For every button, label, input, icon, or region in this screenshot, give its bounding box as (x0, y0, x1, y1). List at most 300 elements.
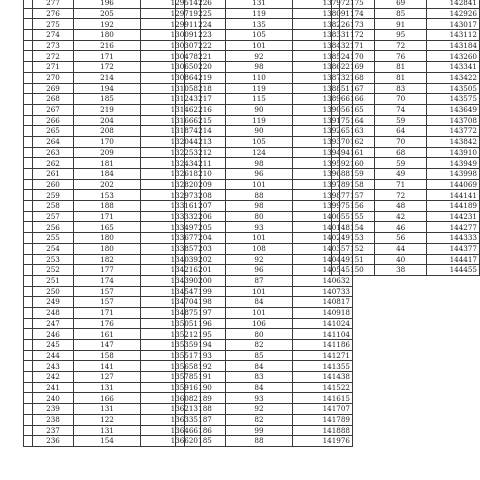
count-cell: 192 (74, 19, 141, 30)
score-cell: 264 (33, 136, 74, 147)
score-cell: 217 (185, 94, 226, 105)
count-cell: 80 (226, 211, 293, 222)
score-cell: 259 (33, 190, 74, 201)
table-row (176, 30, 353, 41)
score-cell: 154 (339, 222, 374, 233)
cumulative-cell: 134390 (141, 275, 201, 286)
table-row (24, 72, 201, 83)
score-cell: 153 (339, 233, 374, 244)
count-cell: 92 (226, 51, 293, 62)
row-margin-cell (24, 211, 33, 222)
row-margin-cell (176, 382, 185, 393)
row-margin-cell (176, 115, 185, 126)
count-cell: 147 (74, 340, 141, 351)
table-row (176, 8, 353, 19)
score-cell: 240 (33, 393, 74, 404)
score-cell: 211 (185, 158, 226, 169)
row-margin-cell (332, 19, 340, 30)
cumulative-cell: 133677 (141, 233, 201, 244)
table-row (332, 104, 480, 115)
count-cell: 92 (226, 404, 293, 415)
score-cell: 164 (339, 115, 374, 126)
count-cell: 49 (374, 169, 427, 180)
row-margin-cell (332, 0, 340, 8)
count-cell: 85 (226, 350, 293, 361)
table-row (24, 190, 201, 201)
row-margin-cell (332, 83, 340, 94)
row-margin-cell (176, 201, 185, 212)
cumulative-cell: 131243 (141, 94, 201, 105)
count-cell: 180 (74, 233, 141, 244)
row-margin-cell (176, 0, 185, 8)
count-cell: 131 (74, 382, 141, 393)
count-cell: 90 (226, 104, 293, 115)
score-cell: 276 (33, 8, 74, 19)
cumulative-cell: 130307 (141, 40, 201, 51)
score-cell: 239 (33, 404, 74, 415)
count-cell: 48 (374, 201, 427, 212)
table-row (176, 329, 353, 340)
table-row (176, 307, 353, 318)
row-margin-cell (176, 62, 185, 73)
row-margin-cell (332, 190, 340, 201)
cumulative-cell: 141789 (293, 414, 353, 425)
cumulative-cell: 143341 (427, 62, 480, 73)
score-cell: 268 (33, 94, 74, 105)
count-cell: 96 (226, 265, 293, 276)
cumulative-cell: 135785 (141, 372, 201, 383)
table-row (24, 83, 201, 94)
score-cell: 245 (33, 340, 74, 351)
count-cell: 208 (74, 126, 141, 137)
row-margin-cell (24, 382, 33, 393)
cumulative-cell: 139056 (293, 104, 353, 115)
row-margin-cell (24, 104, 33, 115)
table-row (24, 19, 201, 30)
count-cell: 131 (226, 0, 293, 8)
score-cell: 219 (185, 72, 226, 83)
score-cell: 221 (185, 51, 226, 62)
table-row (24, 62, 201, 73)
score-cell: 273 (33, 40, 74, 51)
row-margin-cell (24, 62, 33, 73)
count-cell: 96 (226, 169, 293, 180)
table-row (176, 436, 353, 447)
count-cell: 85 (374, 8, 427, 19)
score-cell: 220 (185, 62, 226, 73)
table-row (24, 169, 201, 180)
cumulative-cell: 133332 (141, 211, 201, 222)
table-row (332, 211, 480, 222)
cumulative-cell: 144417 (427, 254, 480, 265)
table-row (176, 361, 353, 372)
table-row (332, 201, 480, 212)
table-row (176, 147, 353, 158)
count-cell: 71 (374, 179, 427, 190)
score-cell: 166 (339, 94, 374, 105)
cumulative-cell: 142926 (427, 8, 480, 19)
cumulative-cell: 131058 (141, 83, 201, 94)
table-row (176, 404, 353, 415)
cumulative-cell: 136213 (141, 404, 201, 415)
score-cell: 170 (339, 51, 374, 62)
table-row (24, 297, 201, 308)
count-cell: 166 (74, 393, 141, 404)
row-margin-cell (176, 211, 185, 222)
row-margin-cell (176, 425, 185, 436)
score-cell: 269 (33, 83, 74, 94)
row-margin-cell (24, 233, 33, 244)
cumulative-cell: 136082 (141, 393, 201, 404)
row-margin-cell (24, 275, 33, 286)
count-cell: 87 (226, 275, 293, 286)
table-row (176, 40, 353, 51)
row-margin-cell (176, 94, 185, 105)
table-row (176, 350, 353, 361)
table-row (332, 136, 480, 147)
count-cell: 131 (74, 425, 141, 436)
cumulative-cell: 141522 (293, 382, 353, 393)
score-cell: 158 (339, 179, 374, 190)
cumulative-cell: 141707 (293, 404, 353, 415)
count-cell: 122 (74, 414, 141, 425)
count-cell: 204 (74, 115, 141, 126)
row-margin-cell (176, 222, 185, 233)
cumulative-cell: 142841 (427, 0, 480, 8)
score-cell: 218 (185, 83, 226, 94)
count-cell: 108 (226, 243, 293, 254)
cumulative-cell: 129911 (141, 19, 201, 30)
count-cell: 177 (74, 265, 141, 276)
table-row (24, 425, 201, 436)
table-row (332, 169, 480, 180)
row-margin-cell (176, 404, 185, 415)
count-cell: 81 (374, 72, 427, 83)
cumulative-cell: 135051 (141, 318, 201, 329)
score-cell: 213 (185, 136, 226, 147)
row-margin-cell (332, 158, 340, 169)
count-cell: 70 (374, 94, 427, 105)
table-row (24, 393, 201, 404)
score-cell: 152 (339, 243, 374, 254)
row-margin-cell (332, 222, 340, 233)
cumulative-cell: 144455 (427, 265, 480, 276)
cumulative-cell: 132618 (141, 169, 201, 180)
row-margin-cell (332, 179, 340, 190)
row-margin-cell (176, 254, 185, 265)
score-cell: 241 (33, 382, 74, 393)
table-row (332, 51, 480, 62)
score-cell: 254 (33, 243, 74, 254)
row-margin-cell (176, 104, 185, 115)
cumulative-cell: 139175 (293, 115, 353, 126)
count-cell: 82 (226, 414, 293, 425)
row-margin-cell (24, 179, 33, 190)
score-cell: 265 (33, 126, 74, 137)
cumulative-cell: 140817 (293, 297, 353, 308)
count-cell: 76 (374, 51, 427, 62)
score-cell: 225 (185, 8, 226, 19)
count-cell: 176 (74, 318, 141, 329)
count-cell: 216 (74, 40, 141, 51)
table-row (24, 126, 201, 137)
score-cell: 246 (33, 329, 74, 340)
score-cell: 243 (33, 361, 74, 372)
table-row (332, 233, 480, 244)
row-margin-cell (24, 115, 33, 126)
count-cell: 161 (74, 329, 141, 340)
table-row (24, 382, 201, 393)
row-margin-cell (332, 104, 340, 115)
cumulative-cell: 134039 (141, 254, 201, 265)
score-cell: 207 (185, 201, 226, 212)
score-cell: 256 (33, 222, 74, 233)
count-cell: 91 (374, 19, 427, 30)
cumulative-cell: 143505 (427, 83, 480, 94)
table-row (24, 222, 201, 233)
score-cell: 151 (339, 254, 374, 265)
count-cell: 131 (74, 404, 141, 415)
table-row (24, 307, 201, 318)
count-cell: 219 (74, 104, 141, 115)
table-row (24, 350, 201, 361)
cumulative-cell: 139975 (293, 201, 353, 212)
row-margin-cell (176, 265, 185, 276)
row-margin-cell (24, 404, 33, 415)
score-cell: 156 (339, 201, 374, 212)
score-cell: 258 (33, 201, 74, 212)
cumulative-cell: 130478 (141, 51, 201, 62)
cumulative-cell: 141888 (293, 425, 353, 436)
count-cell: 70 (374, 136, 427, 147)
table-row (176, 211, 353, 222)
table-row (24, 147, 201, 158)
count-cell: 106 (226, 318, 293, 329)
count-cell: 72 (374, 190, 427, 201)
cumulative-cell: 138732 (293, 72, 353, 83)
table-row (176, 222, 353, 233)
row-margin-cell (332, 126, 340, 137)
row-margin-cell (176, 297, 185, 308)
score-cell: 212 (185, 147, 226, 158)
row-margin-cell (24, 51, 33, 62)
table-row (24, 104, 201, 115)
count-cell: 127 (74, 372, 141, 383)
cumulative-cell: 140249 (293, 233, 353, 244)
table-row (176, 169, 353, 180)
score-cell: 222 (185, 40, 226, 51)
count-cell: 119 (226, 83, 293, 94)
cumulative-cell: 132973 (141, 190, 201, 201)
row-margin-cell (24, 254, 33, 265)
row-margin-cell (24, 340, 33, 351)
cumulative-cell: 141615 (293, 393, 353, 404)
row-margin-cell (176, 169, 185, 180)
score-cell: 185 (185, 436, 226, 447)
table-row (176, 297, 353, 308)
row-margin-cell (332, 254, 340, 265)
score-cell: 189 (185, 393, 226, 404)
score-cell: 206 (185, 211, 226, 222)
count-cell: 72 (374, 40, 427, 51)
cumulative-cell: 143842 (427, 136, 480, 147)
count-cell: 98 (226, 201, 293, 212)
table-row (332, 94, 480, 105)
count-cell: 184 (74, 169, 141, 180)
cumulative-cell: 138851 (293, 83, 353, 94)
row-margin-cell (24, 361, 33, 372)
count-cell: 92 (226, 254, 293, 265)
score-cell: 174 (339, 8, 374, 19)
table-row (332, 265, 480, 276)
cumulative-cell: 143708 (427, 115, 480, 126)
cumulative-cell: 129514 (141, 0, 201, 8)
row-margin-cell (24, 393, 33, 404)
score-cell: 198 (185, 297, 226, 308)
score-cell: 155 (339, 211, 374, 222)
cumulative-cell: 139789 (293, 179, 353, 190)
row-margin-cell (176, 136, 185, 147)
score-cell: 271 (33, 62, 74, 73)
score-cell: 238 (33, 414, 74, 425)
score-cell: 168 (339, 72, 374, 83)
count-cell: 180 (74, 243, 141, 254)
score-cell: 252 (33, 265, 74, 276)
row-margin-cell (24, 94, 33, 105)
table-row (332, 147, 480, 158)
row-margin-cell (176, 51, 185, 62)
count-cell: 83 (374, 83, 427, 94)
score-cell: 175 (339, 0, 374, 8)
score-cell: 186 (185, 425, 226, 436)
count-cell: 84 (226, 361, 293, 372)
count-cell: 101 (226, 179, 293, 190)
score-cell: 203 (185, 243, 226, 254)
cumulative-cell: 136466 (141, 425, 201, 436)
table-row (176, 0, 353, 8)
score-cell: 159 (339, 169, 374, 180)
row-margin-cell (332, 233, 340, 244)
score-cell: 216 (185, 104, 226, 115)
table-row (332, 243, 480, 254)
row-margin-cell (332, 62, 340, 73)
cumulative-cell: 141186 (293, 340, 353, 351)
row-margin-cell (176, 190, 185, 201)
cumulative-cell: 143998 (427, 169, 480, 180)
cumulative-cell: 144189 (427, 201, 480, 212)
count-cell: 74 (374, 104, 427, 115)
cumulative-cell: 139877 (293, 190, 353, 201)
count-cell: 205 (74, 8, 141, 19)
count-cell: 101 (226, 233, 293, 244)
row-margin-cell (332, 94, 340, 105)
count-cell: 158 (74, 350, 141, 361)
table-row (332, 0, 480, 8)
table-row (176, 372, 353, 383)
row-margin-cell (332, 201, 340, 212)
table-row (176, 104, 353, 115)
cumulative-cell: 140449 (293, 254, 353, 265)
cumulative-cell: 137972 (293, 0, 353, 8)
row-margin-cell (24, 126, 33, 137)
cumulative-cell: 129719 (141, 8, 201, 19)
count-cell: 194 (74, 83, 141, 94)
count-cell: 46 (374, 222, 427, 233)
score-cell: 267 (33, 104, 74, 115)
cumulative-cell: 139592 (293, 158, 353, 169)
cumulative-cell: 143649 (427, 104, 480, 115)
count-cell: 119 (226, 115, 293, 126)
table-row (176, 393, 353, 404)
row-margin-cell (24, 0, 33, 8)
row-margin-cell (176, 350, 185, 361)
row-margin-cell (176, 126, 185, 137)
row-margin-cell (24, 201, 33, 212)
row-margin-cell (24, 40, 33, 51)
count-cell: 188 (74, 201, 141, 212)
cumulative-cell: 141355 (293, 361, 353, 372)
cumulative-cell: 138524 (293, 51, 353, 62)
row-margin-cell (332, 265, 340, 276)
count-cell: 88 (226, 190, 293, 201)
cumulative-cell: 139688 (293, 169, 353, 180)
count-cell: 80 (226, 329, 293, 340)
score-cell: 163 (339, 126, 374, 137)
table-row (332, 158, 480, 169)
row-margin-cell (176, 393, 185, 404)
row-margin-cell (176, 179, 185, 190)
table-row (176, 126, 353, 137)
score-cell: 262 (33, 158, 74, 169)
row-margin-cell (176, 318, 185, 329)
score-cell: 171 (339, 40, 374, 51)
table-row (24, 329, 201, 340)
score-cell: 266 (33, 115, 74, 126)
table-row (332, 115, 480, 126)
count-cell: 119 (226, 8, 293, 19)
cumulative-cell: 130091 (141, 30, 201, 41)
table-row (176, 243, 353, 254)
cumulative-cell: 144069 (427, 179, 480, 190)
count-cell: 98 (226, 62, 293, 73)
count-cell: 105 (226, 30, 293, 41)
cumulative-cell: 140632 (293, 275, 353, 286)
score-cell: 215 (185, 115, 226, 126)
count-cell: 59 (374, 158, 427, 169)
row-margin-cell (24, 83, 33, 94)
count-cell: 64 (374, 126, 427, 137)
count-cell: 165 (74, 222, 141, 233)
table-row (332, 40, 480, 51)
count-cell: 101 (226, 40, 293, 51)
score-cell: 236 (33, 436, 74, 447)
score-cell: 255 (33, 233, 74, 244)
table-row (24, 158, 201, 169)
cumulative-cell: 144377 (427, 243, 480, 254)
table-row (332, 222, 480, 233)
count-cell: 171 (74, 307, 141, 318)
row-margin-cell (24, 8, 33, 19)
cumulative-cell: 138966 (293, 94, 353, 105)
cumulative-cell: 130864 (141, 72, 201, 83)
count-cell: 214 (74, 72, 141, 83)
count-cell: 181 (74, 158, 141, 169)
count-cell: 93 (226, 393, 293, 404)
count-cell: 42 (374, 211, 427, 222)
count-cell: 180 (74, 30, 141, 41)
score-cell: 167 (339, 83, 374, 94)
row-margin-cell (24, 350, 33, 361)
